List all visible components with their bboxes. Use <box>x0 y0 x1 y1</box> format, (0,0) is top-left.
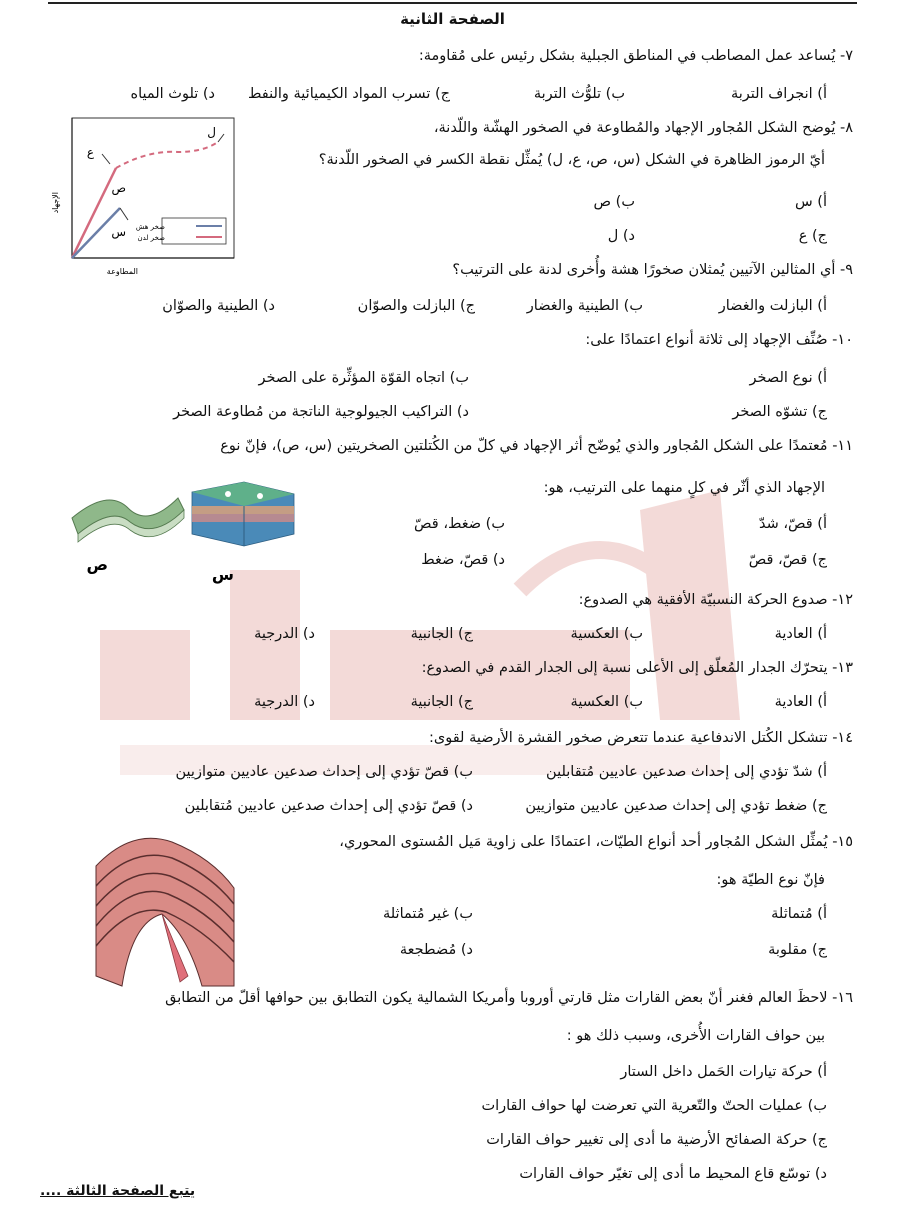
q12-option-a[interactable]: أ) العادية <box>774 626 827 642</box>
q13-option-b[interactable]: ب) العكسية <box>570 694 643 710</box>
q7-option-d[interactable]: د) تلوث المياه <box>130 86 215 102</box>
stress-strain-figure <box>38 112 238 282</box>
q15-option-d[interactable]: د) مُضطجعة <box>399 942 473 958</box>
q7-option-a[interactable]: أ) انجراف التربة <box>730 86 827 102</box>
fig-y-axis-label: الإجهاد <box>51 192 60 214</box>
q13-option-c[interactable]: ج) الجانبية <box>410 694 473 710</box>
question-12: ١٢- صدوع الحركة النسبيّة الأفقية هي الصدوع: <box>578 592 853 608</box>
q9-option-d[interactable]: د) الطينية والصوّان <box>162 298 275 314</box>
question-16-line-2: بين حواف القارات الأُخرى، وسبب ذلك هو : <box>566 1028 825 1044</box>
q12-option-d[interactable]: د) الدرجية <box>254 626 315 642</box>
q12-option-c[interactable]: ج) الجانبية <box>410 626 473 642</box>
q14-option-b[interactable]: ب) قصّ تؤدي إلى إحداث صدعين عاديين متوازيين <box>175 764 473 780</box>
q11-option-c[interactable]: ج) قصّ، قصّ <box>748 552 827 568</box>
question-13: ١٣- يتحرّك الجدار المُعلّق إلى الأعلى نسبة إلى الجدار القدم في الصدوع: <box>421 660 853 676</box>
question-14: ١٤- تتشكل الكُتل الاندفاعية عندما تتعرض صخور القشرة الأرضية لقوى: <box>428 730 853 746</box>
q8-option-d[interactable]: د) ل <box>607 228 635 244</box>
q10-option-c[interactable]: ج) تشوّه الصخر <box>732 404 827 420</box>
q14-option-c[interactable]: ج) ضغط تؤدي إلى إحداث صدعين عاديين متوازيين <box>525 798 827 814</box>
question-9: ٩- أي المثالين الآتيين يُمثلان صخورًا هشة وأُخرى لدنة على الترتيب؟ <box>452 262 853 278</box>
q8-option-a[interactable]: أ) س <box>795 194 827 210</box>
q7-option-b[interactable]: ب) تلوُّث التربة <box>533 86 625 102</box>
q9-option-b[interactable]: ب) الطينية والغضار <box>526 298 643 314</box>
q8-option-b[interactable]: ب) ص <box>593 194 635 210</box>
rock-blocks-figure <box>68 478 308 588</box>
fig-label-sad: ص <box>111 181 126 195</box>
question-11: ١١- مُعتمدًا على الشكل المُجاور والذي يُوضّح أثر الإجهاد في كلّ من الكُتلتين الصخريتين (س، ص)، فإنّ نوع <box>220 438 853 454</box>
question-8: ٨- يُوضح الشكل المُجاور الإجهاد والمُطاوعة في الصخور الهشّة واللّدنة، <box>433 120 853 136</box>
q16-option-d[interactable]: د) توسّع قاع المحيط ما أدى إلى تغيّر حواف القارات <box>519 1166 827 1182</box>
q15-option-b[interactable]: ب) غير مُتماثلة <box>382 906 473 922</box>
q13-option-d[interactable]: د) الدرجية <box>254 694 315 710</box>
question-7: ٧- يُساعد عمل المصاطب في المناطق الجبلية بشكل رئيس على مُقاومة: <box>418 48 853 64</box>
q14-option-a[interactable]: أ) شدّ تؤدي إلى إحداث صدعين عاديين مُتقابلين <box>546 764 827 780</box>
q7-option-c[interactable]: ج) تسرب المواد الكيميائية والنفط <box>248 86 450 102</box>
block-label-right: س <box>211 565 234 584</box>
q10-option-a[interactable]: أ) نوع الصخر <box>749 370 827 386</box>
page-footer: يتبع الصفحة الثالثة .... <box>40 1183 196 1199</box>
q11-option-b[interactable]: ب) ضغط، قصّ <box>414 516 505 532</box>
q14-option-d[interactable]: د) قصّ تؤدي إلى إحداث صدعين عاديين مُتقابلين <box>184 798 473 814</box>
fig-legend-brittle: صخر هش <box>135 223 165 231</box>
question-8-line-2: أيّ الرموز الظاهرة في الشكل (س، ص، ع، ل) يُمثِّل نقطة الكسر في الصخور اللّدنة؟ <box>318 152 825 168</box>
fold-figure <box>92 826 236 988</box>
q16-option-b[interactable]: ب) عمليات الحتّ والتّعرية التي تعرضت لها حواف القارات <box>481 1098 827 1114</box>
question-10: ١٠- صُنِّف الإجهاد إلى ثلاثة أنواع اعتمادًا على: <box>585 332 853 348</box>
question-15: ١٥- يُمثِّل الشكل المُجاور أحد أنواع الطيّات، اعتمادًا على زاوية مَيل المُستوى المحوري، <box>339 834 853 850</box>
q9-option-c[interactable]: ج) البازلت والصوّان <box>357 298 475 314</box>
block-label-left: ص <box>86 555 108 574</box>
q16-option-c[interactable]: ج) حركة الصفائح الأرضية ما أدى إلى تغيير حواف القارات <box>486 1132 827 1148</box>
page-title: الصفحة الثانية <box>400 10 505 28</box>
q15-option-c[interactable]: ج) مقلوبة <box>768 942 827 958</box>
q8-option-c[interactable]: ج) ع <box>798 228 827 244</box>
q10-option-b[interactable]: ب) اتجاه القوّة المؤثِّرة على الصخر <box>258 370 469 386</box>
question-16: ١٦- لاحظَ العالم فغنر أنّ بعض القارات مثل قارتي أوروبا وأمريكا الشمالية يكون التطابق بين حوافها أقلّ من التطابق <box>165 990 853 1006</box>
fig-legend-ductile: صخر لدن <box>137 234 165 242</box>
q15-option-a[interactable]: أ) مُتماثلة <box>771 906 827 922</box>
q12-option-b[interactable]: ب) العكسية <box>570 626 643 642</box>
q9-option-a[interactable]: أ) البازلت والغضار <box>718 298 827 314</box>
fig-x-axis-label: المطاوعة <box>106 267 138 276</box>
q16-option-a[interactable]: أ) حركة تيارات الحَمل داخل الستار <box>620 1064 827 1080</box>
q11-option-d[interactable]: د) قصّ، ضغط <box>421 552 505 568</box>
q10-option-d[interactable]: د) التراكيب الجيولوجية الناتجة من مُطاوعة الصخر <box>173 404 469 420</box>
fig-label-sin: س <box>111 225 126 239</box>
question-11-line-2: الإجهاد الذي أثّر في كلٍ منهما على الترتيب، هو: <box>543 480 825 496</box>
question-15-line-2: فإنّ نوع الطيّة هو: <box>716 872 825 888</box>
fig-label-ain: ع <box>86 145 94 159</box>
fig-label-l: ل <box>207 125 216 139</box>
q11-option-a[interactable]: أ) قصّ، شدّ <box>758 516 827 532</box>
top-border <box>48 2 857 4</box>
q13-option-a[interactable]: أ) العادية <box>774 694 827 710</box>
